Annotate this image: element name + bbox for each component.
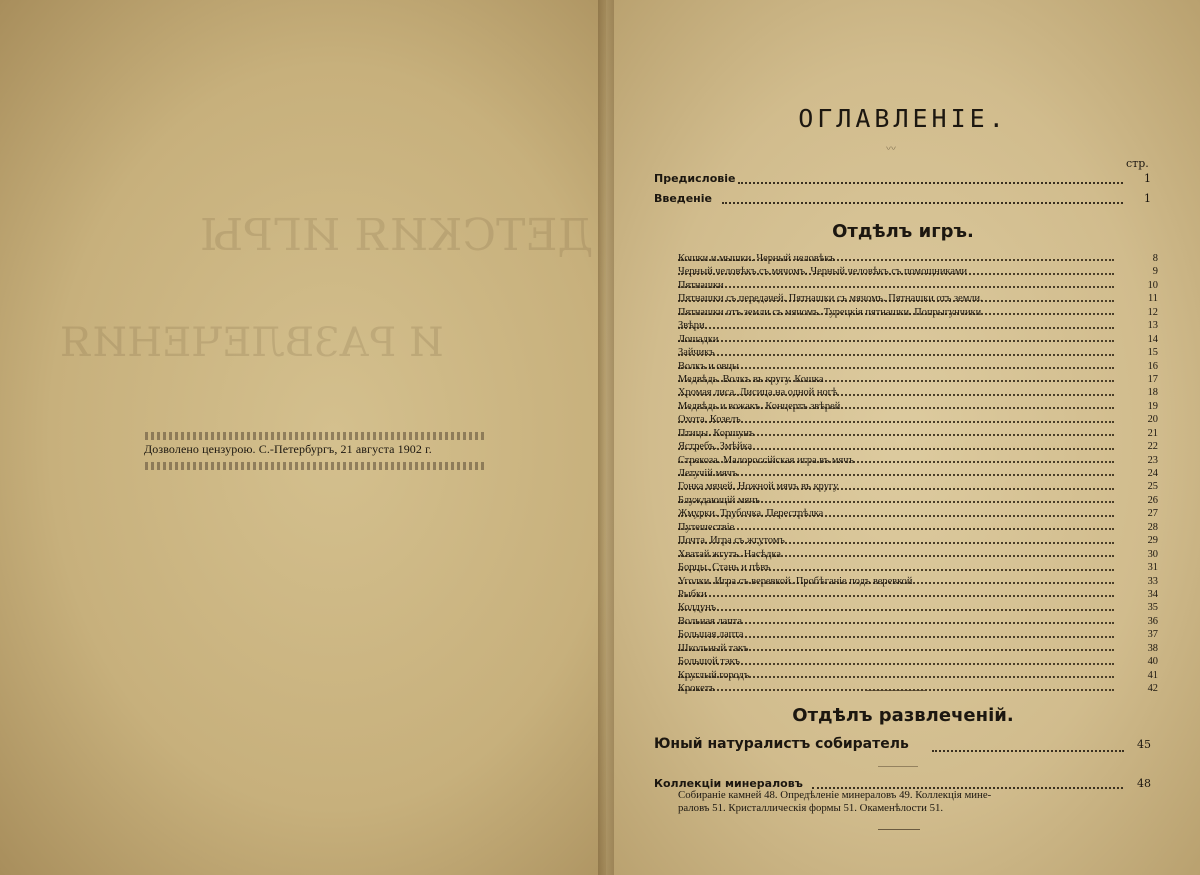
preface-leader bbox=[738, 182, 1123, 184]
ornament-rule-top bbox=[145, 432, 485, 440]
toc-entry-title: Уголки. Игра съ веревкой. Пробѣганіе подъ веревкой bbox=[678, 575, 913, 587]
toc-title: ОГЛАВЛЕНІЕ. bbox=[798, 104, 1008, 133]
toc-entry bbox=[678, 440, 1158, 453]
toc-entry bbox=[678, 507, 1158, 520]
toc-entry-page: 41 bbox=[1147, 669, 1158, 681]
naturalist-leader bbox=[932, 750, 1124, 752]
toc-entry-title: Борцы. Стань и пѣвъ bbox=[678, 562, 771, 574]
toc-entry-page: 10 bbox=[1147, 279, 1158, 291]
toc-entry bbox=[678, 588, 1158, 601]
entertainment-section-title: Отдѣлъ развлеченій. bbox=[792, 705, 1014, 726]
toc-entry-title: Блуждающій мячъ bbox=[678, 494, 760, 506]
minor-divider bbox=[878, 766, 918, 767]
toc-entry-title: Пятнашки съ передачей. Пятнашки съ мячомъ. Пятнашки отъ земли. bbox=[678, 293, 983, 305]
toc-entry-page: 37 bbox=[1147, 629, 1158, 641]
toc-entry-page: 26 bbox=[1147, 494, 1158, 506]
minerals-page: 48 bbox=[1137, 777, 1151, 790]
toc-entry-title: Жмурки. Трубочка. Перестрѣлка bbox=[678, 508, 824, 520]
toc-entry-page: 21 bbox=[1147, 427, 1158, 439]
toc-entry-page: 27 bbox=[1147, 508, 1158, 520]
toc-entry bbox=[678, 292, 1158, 305]
toc-entry-title: Черный человѣкъ съ мячомъ. Черный человѣкъ съ помощниками bbox=[678, 266, 968, 278]
toc-entry bbox=[678, 521, 1158, 534]
toc-entry-page: 17 bbox=[1147, 373, 1158, 385]
toc-entry bbox=[678, 615, 1158, 628]
dot-leader bbox=[678, 689, 1114, 691]
toc-entry-page: 29 bbox=[1147, 535, 1158, 547]
dot-leader bbox=[678, 340, 1114, 342]
title-ornament: 〰 bbox=[886, 144, 896, 155]
front-matter-preface: Предисловіе bbox=[654, 172, 736, 185]
toc-entry-title: Школьный тэкъ bbox=[678, 642, 749, 654]
toc-entry-title: Большая лапта bbox=[678, 629, 744, 641]
toc-entry-page: 30 bbox=[1147, 548, 1158, 560]
dot-leader bbox=[678, 367, 1114, 369]
dot-leader bbox=[678, 528, 1114, 530]
toc-entry-page: 11 bbox=[1147, 293, 1158, 305]
toc-entry bbox=[678, 642, 1158, 655]
toc-entry-title: Медвѣдь. Волкъ въ кругу. Кошка bbox=[678, 373, 824, 385]
toc-entry bbox=[678, 480, 1158, 493]
toc-entry-title: Почта. Игра съ жгутомъ bbox=[678, 535, 785, 547]
toc-entry bbox=[678, 534, 1158, 547]
toc-entry-page: 23 bbox=[1147, 454, 1158, 466]
toc-entry-page: 31 bbox=[1147, 562, 1158, 574]
toc-entry bbox=[678, 628, 1158, 641]
toc-entry-page: 14 bbox=[1147, 333, 1158, 345]
toc-entry-page: 28 bbox=[1147, 521, 1158, 533]
book-gutter bbox=[598, 0, 614, 875]
toc-entry-page: 13 bbox=[1147, 320, 1158, 332]
right-page bbox=[606, 0, 1200, 875]
minerals-entry: Коллекціи минераловъ bbox=[654, 777, 803, 790]
toc-entry-page: 36 bbox=[1147, 615, 1158, 627]
toc-entry-page: 18 bbox=[1147, 387, 1158, 399]
toc-entry bbox=[678, 333, 1158, 346]
toc-entry-page: 38 bbox=[1147, 642, 1158, 654]
toc-entry-title: Птицы. Коршунъ bbox=[678, 427, 755, 439]
toc-entry-title: Ястребъ. Змѣйка bbox=[678, 441, 753, 453]
toc-entry bbox=[678, 494, 1158, 507]
naturalist-page: 45 bbox=[1137, 738, 1151, 751]
dot-leader bbox=[678, 595, 1114, 597]
toc-entry bbox=[678, 655, 1158, 668]
toc-entry-page: 42 bbox=[1147, 683, 1158, 694]
toc-entry-title: Вольная лапта bbox=[678, 615, 742, 627]
dot-leader bbox=[678, 609, 1114, 611]
toc-entry bbox=[678, 306, 1158, 319]
games-section-title: Отдѣлъ игръ. bbox=[832, 221, 974, 242]
toc-entry bbox=[678, 427, 1158, 440]
toc-entry-page: 20 bbox=[1147, 414, 1158, 426]
dot-leader bbox=[678, 286, 1114, 288]
naturalist-entry: Юный натуралистъ собиратель bbox=[654, 736, 909, 752]
toc-entry-title: Звѣри bbox=[678, 320, 705, 332]
toc-entry-page: 33 bbox=[1147, 575, 1158, 587]
toc-entry bbox=[678, 386, 1158, 399]
toc-entry-title: Летучій мячъ bbox=[678, 468, 738, 479]
toc-entry-page: 15 bbox=[1147, 347, 1158, 359]
toc-entry-title: Гонка мячей. Ножной мячъ въ кругу bbox=[678, 481, 839, 493]
toc-entry-page: 34 bbox=[1147, 588, 1158, 600]
games-toc-list bbox=[678, 252, 1158, 695]
toc-entry bbox=[678, 319, 1158, 332]
dot-leader bbox=[678, 474, 1114, 476]
toc-entry-title: Крокетъ bbox=[678, 683, 715, 694]
toc-entry bbox=[678, 467, 1158, 480]
toc-entry bbox=[678, 548, 1158, 561]
toc-entry bbox=[678, 373, 1158, 386]
toc-entry bbox=[678, 265, 1158, 278]
toc-entry bbox=[678, 454, 1158, 467]
toc-entry-page: 8 bbox=[1152, 253, 1158, 264]
toc-entry bbox=[678, 601, 1158, 614]
toc-entry-page: 22 bbox=[1147, 441, 1158, 453]
toc-entry-page: 24 bbox=[1147, 468, 1158, 479]
toc-entry bbox=[678, 346, 1158, 359]
toc-entry-page: 12 bbox=[1147, 306, 1158, 318]
show-through-title: ДЕТСКИЯ ИГРЫ bbox=[200, 210, 594, 261]
toc-entry-page: 40 bbox=[1147, 656, 1158, 668]
toc-entry-title: Охота. Козелъ bbox=[678, 414, 741, 426]
toc-entry bbox=[678, 252, 1158, 265]
minerals-subentries bbox=[678, 789, 1118, 815]
introduction-page: 1 bbox=[1144, 192, 1151, 205]
toc-entry-page: 19 bbox=[1147, 400, 1158, 412]
toc-entry bbox=[678, 400, 1158, 413]
toc-entry bbox=[678, 669, 1158, 682]
front-matter-introduction: Введеніе bbox=[654, 192, 712, 205]
toc-entry-title: Зайчикъ bbox=[678, 347, 715, 359]
toc-entry-title: Пятнашки отъ земли съ мячомъ. Турецкія пятнашки. Попрыгунчики bbox=[678, 306, 982, 318]
toc-entry bbox=[678, 682, 1158, 695]
toc-entry-title: Медвѣдь и вожакъ. Концертъ звѣрей bbox=[678, 400, 841, 412]
toc-entry-page: 16 bbox=[1147, 360, 1158, 372]
ornament-rule-bottom bbox=[145, 462, 485, 470]
toc-entry-title: Хватай жгутъ. Насѣдка bbox=[678, 548, 781, 560]
toc-entry-title: Рыбки bbox=[678, 588, 707, 600]
preface-page: 1 bbox=[1144, 172, 1151, 185]
toc-entry-page: 9 bbox=[1152, 266, 1158, 278]
toc-entry-title: Большой тэкъ bbox=[678, 656, 740, 668]
toc-entry-page: 25 bbox=[1147, 481, 1158, 493]
toc-entry-title: Круглый городъ bbox=[678, 669, 750, 681]
closing-rule bbox=[878, 829, 920, 830]
introduction-leader bbox=[722, 202, 1123, 204]
dot-leader bbox=[678, 354, 1114, 356]
toc-entry bbox=[678, 279, 1158, 292]
toc-entry bbox=[678, 413, 1158, 426]
toc-entry-page: 35 bbox=[1147, 602, 1158, 614]
minerals-subentries-line-1: Собираніе камней 48. Опредѣленіе минераловъ 49. Коллекція мине- bbox=[678, 789, 992, 801]
toc-entry-title: Хромая лиса. Лисица на одной ногѣ bbox=[678, 387, 838, 399]
show-through-subtitle: И РАЗВЛЕЧЕНИЯ bbox=[60, 320, 444, 366]
toc-entry-title: Колдунъ bbox=[678, 602, 717, 614]
minerals-subentries-line-2: раловъ 51. Кристаллическія формы 51. Окаменѣлости 51. bbox=[678, 802, 944, 814]
toc-entry-title: Кошки и мышки. Черный человѣкъ bbox=[678, 253, 835, 264]
page-column-header: стр. bbox=[1126, 157, 1149, 170]
toc-entry-title: Стрекоза. Малороссійская игра въ мячъ bbox=[678, 454, 854, 466]
censorship-note: Дозволено цензурою. С.-Петербургъ, 21 августа 1902 г. bbox=[144, 442, 432, 456]
toc-entry-title: Лошадки bbox=[678, 333, 719, 345]
dot-leader bbox=[678, 327, 1114, 329]
toc-entry-title: Пятнашки bbox=[678, 279, 724, 291]
toc-entry bbox=[678, 360, 1158, 373]
toc-entry-title: Волкъ и овцы bbox=[678, 360, 739, 372]
toc-entry bbox=[678, 561, 1158, 574]
toc-entry bbox=[678, 575, 1158, 588]
toc-entry-title: Путешествіе bbox=[678, 521, 735, 533]
